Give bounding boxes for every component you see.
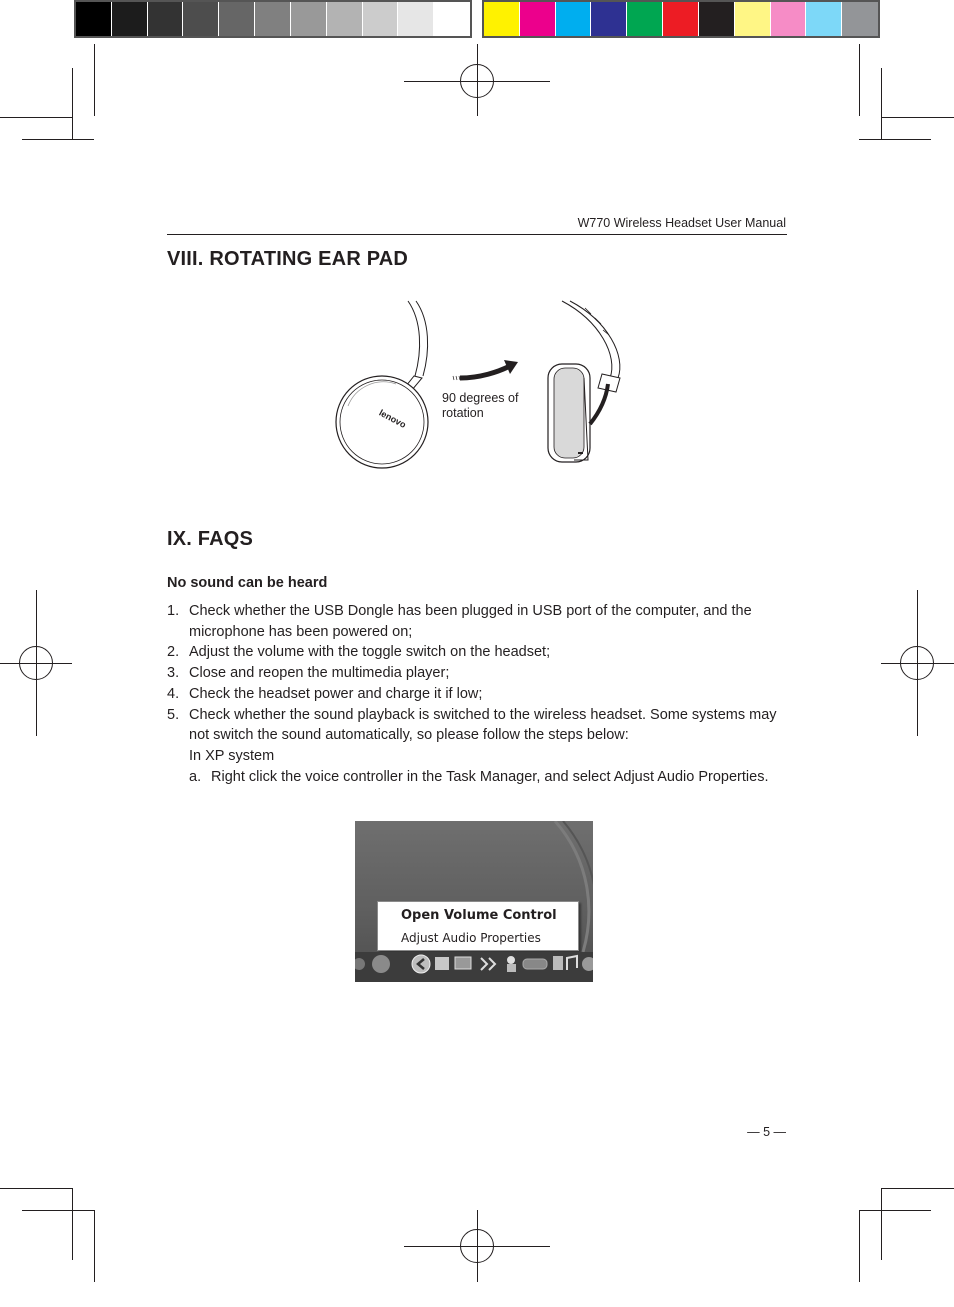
music-icon	[567, 956, 577, 970]
rotation-caption	[442, 391, 518, 421]
crop-mark	[94, 44, 95, 116]
crop-mark	[859, 1210, 860, 1282]
crop-mark	[859, 139, 931, 140]
section-title-faqs: IX. FAQS	[167, 528, 254, 550]
crop-mark	[22, 139, 94, 140]
process-color-swatch	[842, 2, 878, 36]
crop-mark	[881, 1188, 954, 1189]
running-header: W770 Wireless Headset User Manual	[577, 216, 786, 230]
grayscale-swatch	[255, 2, 291, 36]
list-item: 4. Check the headset power and charge it if low;	[167, 685, 483, 702]
faq-list	[167, 601, 792, 787]
grayscale-swatch	[148, 2, 184, 36]
section-title-rotating-ear-pad: VIII. ROTATING EAR PAD	[167, 248, 409, 270]
monitor-icon	[455, 957, 471, 969]
grayscale-swatch	[291, 2, 327, 36]
back-arrow-icon	[412, 955, 430, 973]
crop-mark	[72, 68, 73, 140]
list-item: 3. Close and reopen the multimedia player;	[167, 665, 450, 682]
process-color-swatch	[771, 2, 807, 36]
network-icon	[481, 958, 495, 970]
process-color-swatch	[806, 2, 842, 36]
xp-context-menu-screenshot	[355, 821, 593, 982]
speaker-icon	[553, 956, 563, 970]
xp-system-label: In XP system	[189, 747, 275, 764]
grayscale-swatch	[76, 2, 112, 36]
process-color-swatch	[663, 2, 699, 36]
crop-mark	[881, 1188, 882, 1260]
list-item: 2. Adjust the volume with the toggle switch on the headset;	[167, 644, 551, 661]
usb-icon	[523, 959, 547, 969]
crop-mark	[859, 44, 860, 116]
rotating-ear-pad-figure	[330, 296, 630, 471]
crop-mark	[0, 1188, 72, 1189]
rotation-caption-line-1: 90 degrees of	[442, 391, 519, 405]
faq-subheading: No sound can be heard	[167, 575, 328, 591]
grayscale-swatch	[327, 2, 363, 36]
grayscale-color-bar	[74, 0, 472, 38]
crop-mark	[94, 1210, 95, 1282]
lenovo-logo: lenovo	[377, 407, 408, 430]
crop-mark	[72, 1188, 73, 1260]
crop-mark	[859, 1210, 931, 1211]
rotation-caption-line-2: rotation	[442, 406, 484, 420]
list-item: 1. Check whether the USB Dongle has been plugged in USB port of the computer, and the microphone has been powered on;	[167, 603, 752, 640]
process-color-bar	[482, 0, 880, 38]
grayscale-swatch	[363, 2, 399, 36]
header-rule	[167, 234, 787, 235]
adjust-audio-properties-menu-item[interactable]: Adjust Audio Properties	[401, 931, 541, 945]
grayscale-swatch	[112, 2, 148, 36]
printer-icon	[435, 957, 449, 970]
grayscale-swatch	[183, 2, 219, 36]
process-color-swatch	[520, 2, 556, 36]
grayscale-swatch	[219, 2, 255, 36]
list-item: 5. Check whether the sound playback is switched to the wireless headset. Some systems may not switch the sound automatically, so please follow the steps below: In XP system a. Right click the voice controller in the Task Manager, and select Adjust Audio Properties.	[167, 705, 792, 788]
system-tray	[355, 952, 593, 982]
user-icon	[507, 956, 515, 964]
process-color-swatch	[591, 2, 627, 36]
process-color-swatch	[484, 2, 520, 36]
context-menu	[377, 901, 579, 951]
open-volume-control-menu-item[interactable]: Open Volume Control	[401, 908, 557, 923]
crop-mark	[0, 117, 72, 118]
process-color-swatch	[627, 2, 663, 36]
crop-mark	[22, 1210, 94, 1211]
process-color-swatch	[699, 2, 735, 36]
process-color-swatch	[556, 2, 592, 36]
grayscale-swatch	[434, 2, 470, 36]
crop-mark	[881, 68, 882, 140]
grayscale-swatch	[398, 2, 434, 36]
crop-mark	[881, 117, 954, 118]
process-color-swatch	[735, 2, 771, 36]
page-number: — 5 —	[747, 1125, 786, 1139]
sub-list-item: a. Right click the voice controller in the Task Manager, and select Adjust Audio Properties.	[189, 768, 769, 785]
